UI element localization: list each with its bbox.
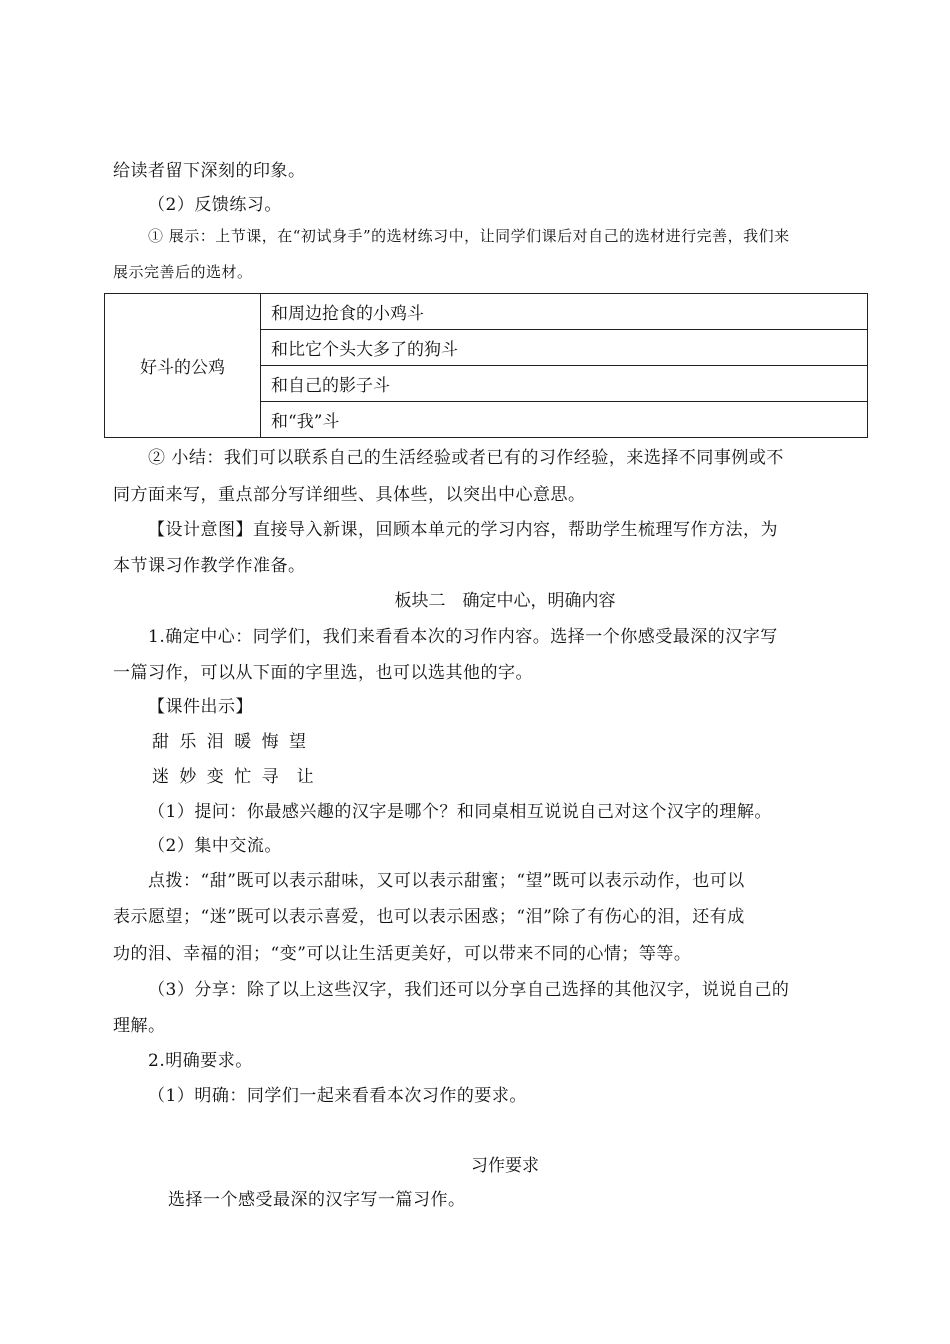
paragraph-courseware: 【课件出示】 — [148, 697, 253, 717]
table-cell: 和周边抢食的小鸡斗 — [261, 294, 868, 330]
character-list-1: 甜 乐 泪 暖 悔 望 — [152, 732, 307, 752]
material-table — [104, 293, 868, 438]
paragraph-feedback: （2）反馈练习。 — [148, 195, 282, 215]
paragraph-1: 给读者留下深刻的印象。 — [113, 161, 306, 181]
character-list-2: 迷 妙 变 忙 寻 让 — [152, 767, 315, 787]
paragraph-design-2: 本节课习作教学作准备。 — [113, 556, 306, 576]
requirements-title: 习作要求 — [471, 1156, 539, 1176]
paragraph-clarify: （1）明确：同学们一起来看看本次习作的要求。 — [148, 1086, 527, 1106]
table-topic-cell: 好斗的公鸡 — [105, 294, 261, 438]
table-cell: 和自己的影子斗 — [261, 366, 868, 402]
paragraph-center-1: 1.确定中心：同学们，我们来看看本次的习作内容。选择一个你感受最深的汉字写 — [148, 627, 778, 647]
table-cell: 和比它个头大多了的狗斗 — [261, 330, 868, 366]
paragraph-center-2: 一篇习作，可以从下面的字里选，也可以选其他的字。 — [113, 663, 533, 683]
requirement-item: 选择一个感受最深的汉字写一篇习作。 — [168, 1190, 466, 1210]
paragraph-summary-1: ② 小结：我们可以联系自己的生活经验或者已有的习作经验，来选择不同事例或不 — [148, 448, 784, 468]
paragraph-share-2: 理解。 — [113, 1016, 166, 1036]
paragraph-hint-3: 功的泪、幸福的泪；“变”可以让生活更美好，可以带来不同的心情；等等。 — [113, 944, 692, 964]
paragraph-question: （1）提问：你最感兴趣的汉字是哪个？和同桌相互说说自己对这个汉字的理解。 — [148, 802, 772, 822]
paragraph-requirements: 2.明确要求。 — [148, 1051, 253, 1071]
table-cell: 和“我”斗 — [261, 402, 868, 438]
paragraph-hint-2: 表示愿望；“迷”既可以表示喜爱，也可以表示困惑；“泪”除了有伤心的泪，还有成 — [113, 907, 745, 927]
paragraph-design-1: 【设计意图】直接导入新课，回顾本单元的学习内容，帮助学生梳理写作方法，为 — [148, 520, 778, 540]
paragraph-summary-2: 同方面来写，重点部分写详细些、具体些，以突出中心意思。 — [113, 485, 586, 505]
paragraph-display-1: ① 展示：上节课，在“初试身手”的选材练习中，让同学们课后对自己的选材进行完善，我们来 — [148, 227, 790, 245]
paragraph-display-2: 展示完善后的选材。 — [113, 263, 253, 281]
paragraph-share-1: （3）分享：除了以上这些汉字，我们还可以分享自己选择的其他汉字，说说自己的 — [148, 980, 790, 1000]
table-row — [105, 294, 868, 330]
paragraph-exchange: （2）集中交流。 — [148, 836, 282, 856]
section-title: 板块二 确定中心，明确内容 — [394, 591, 616, 611]
paragraph-hint-1: 点拨：“甜”既可以表示甜味，又可以表示甜蜜；“望”既可以表示动作，也可以 — [148, 871, 745, 891]
